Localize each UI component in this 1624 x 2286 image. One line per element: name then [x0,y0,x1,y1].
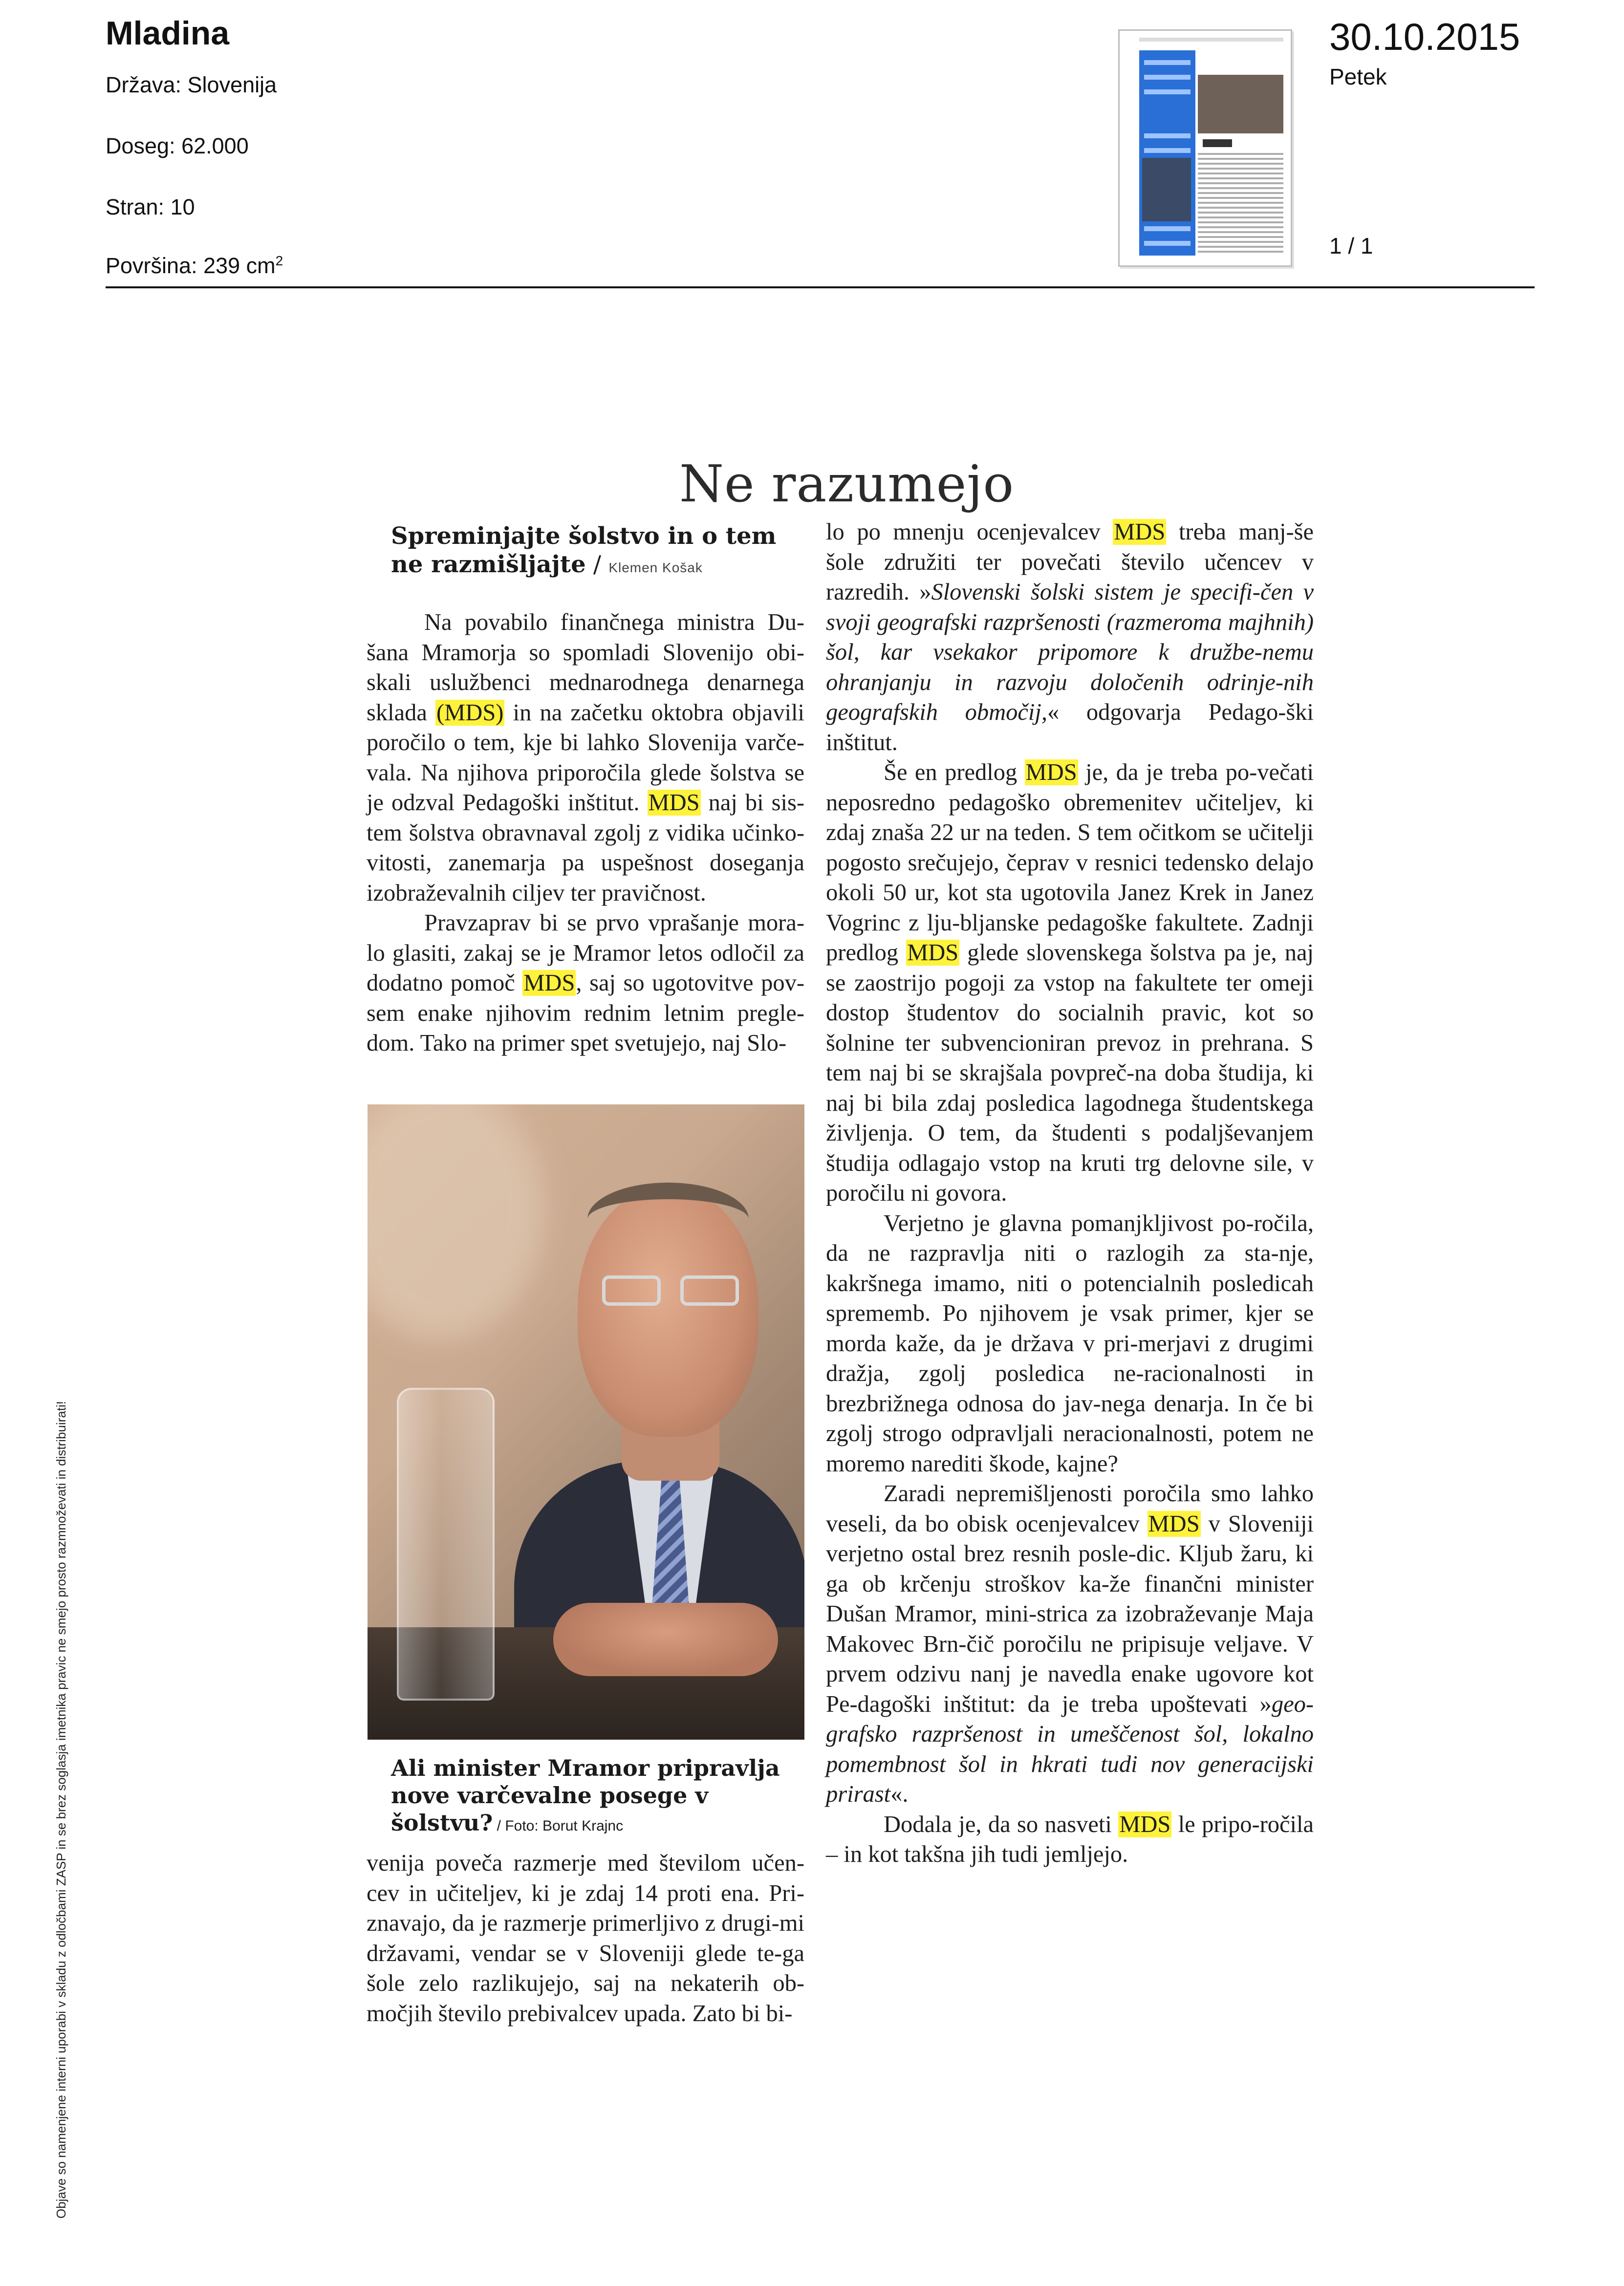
paragraph [826,1810,1314,1870]
article-column-right [826,517,1314,1870]
highlight-mds: MDS [1025,759,1077,785]
highlight-mds: MDS [1114,519,1166,545]
text-run: naj bi sis-tem šolstva obravnaval zgolj z vidika učinko-vitosti, zanemarja pa uspešnost doseganja izobraževalnih ciljev ter pravičnost. [367,790,805,906]
article-byline: Klemen Košak [608,560,703,575]
text-run: in na začetku oktobra objavili poročilo o tem, kje bi lahko Slovenija varče-vala. Na njihova priporočila glede šolstva se je odzval Pedagoški inštitut. [367,699,804,816]
paragraph [826,1479,1314,1810]
article-deck [391,522,797,582]
header-divider [106,286,1535,288]
page-count: 1 / 1 [1329,233,1373,259]
clipping-header [106,14,283,278]
paragraph [367,607,804,908]
text-run: v Sloveniji verjetno ostal brez resnih posle-dic. Kljub žaru, ki ga ob krčenju stroškov ka-že finančni minister Dušan Mramor, mini-strica za izobraževanje Maja Makovec Brn-čič poročilu ne pripisuje veljave. V prvem odzivu nanj je navedla enake ugovore kot Pe-dagoški inštitut: da je treba upoštevati » [826,1510,1314,1717]
text-run: « odgovarja Pedago-ški inštitut. [826,699,1314,755]
article-photo [368,1104,804,1740]
quote-text: Slovenski šolski sistem je specifi-čen v svoji geografski razpršenosti (razmeroma majhnih) šol, kar vsekakor pripomore k družbe-nemu ohranjanju in razvoju določenih odrinje-nih geografskih območij, [826,579,1314,725]
byline-separator: / [585,551,609,578]
highlight-mds: MDS [1119,1811,1171,1837]
article-column-left-bottom [367,1848,804,2028]
text-run: treba manj-še šole združiti ter povečati število učencev v razredih. » [826,519,1314,605]
text-run: lo po mnenju ocenjevalcev [826,519,1113,545]
paragraph [826,757,1314,1208]
text-run: «. [890,1781,909,1807]
text-run: glede slovenskega šolstva pa je, naj se zaostrijo pogoji za vstop na fakultete ter omeji dostop študentov do socialnih pravic, kot so šolnine ter subvencioniran prevoz in prehrana. S tem naj bi se skrajšala povpreč-na doba študija, ki naj bi bila zdaj posledica lagodnega študentskega življenja. O tem, da študenti s podaljševanjem študija odlagajo vstop na kruti trg delovne sile, v poročilu ni govora. [826,940,1314,1206]
text-run: Zaradi nepremišljenosti poročila smo lahko veseli, da bo obisk ocenjevalcev [826,1481,1314,1537]
copyright-disclaimer: Objave so namenjene interni uporabi v skladu z odločbami ZASP in se brez soglasja imetnika pravic ne smejo prosto razmnoževati in distribuirati! [54,1401,68,2219]
quote-text: geo-grafsko razpršenost in umeščenost šol, lokalno pomembnost šol in hkrati tudi nov generacijski prirast [826,1691,1314,1807]
country-line: Država: Slovenija [106,72,277,97]
paragraph [826,517,1314,757]
text-run: , saj so ugotovitve pov-sem enake njihovim rednim letnim pregle-dom. Tako na primer spet svetujejo, naj Slo- [367,970,804,1056]
area-line [106,253,283,279]
area-text: Površina: 239 cm [106,253,276,278]
caption-text: Ali minister Mramor pripravlja nove varčevalne posege v šolstvu? [391,1755,780,1836]
text-run: Dodala je, da so nasveti [884,1811,1119,1837]
page-line: Stran: 10 [106,194,195,219]
issue-weekday: Petek [1329,64,1387,89]
paragraph: venija poveča razmerje med številom učen-cev in učiteljev, ki je zdaj 14 proti ena. Pri-znavajo, da je razmerje primerljivo z drugi-mi državami, vendar se v Sloveniji glede te-ga šole zelo razlikujejo, saj na nekaterih ob-močjih število prebivalcev upada. Zato bi bi- [367,1850,804,2027]
paragraph: Verjetno je glavna pomanjkljivost po-ročila, da ne razpravlja niti o razlogih za sta-nje, kakršnega imamo, niti o potencialnih posledicah sprememb. Po njihovem je vsak primer, kjer se morda kaže, da je država v pri-merjavi z drugimi dražja, zgolj posledica ne-racionalnosti in brezbrižnega odnosa do jav-nega denarja. In če bi zgolj strogo odpravljali neracionalnosti, potem ne moremo narediti škode, kajne? [826,1210,1314,1477]
highlight-mds: MDS [1148,1510,1200,1537]
deck-text: Spreminjajte šolstvo in o tem ne razmišljajte [391,522,777,578]
highlight-mds: MDS [523,970,575,996]
article-column-left-top [367,607,804,1058]
photo-credit: / Foto: Borut Krajnc [493,1818,624,1834]
reach-line: Doseg: 62.000 [106,133,249,158]
text-run: Pravzaprav bi se prvo vprašanje mora-lo glasiti, zakaj se je Mramor letos odločil za dodatno pomoč [367,910,804,996]
text-run: Na povabilo finančnega ministra Du-šana Mramorja so spomladi Slovenijo obi-skali uslužbenci mednarodnega denarnega sklada [367,609,804,726]
highlight-mds: MDS [907,940,959,966]
page-thumbnail [1118,29,1292,267]
issue-date: 30.10.2015 [1329,15,1520,58]
paragraph [367,908,804,1058]
text-run: je, da je treba po-večati neposredno pedagoško obremenitev učiteljev, ki zdaj znaša 22 ur na teden. S tem očitkom se učitelji pogosto srečujejo, čeprav v resnici tedensko delajo okoli 50 ur, kot sta ugotovila Janez Krek in Janez Vogrinc z lju-bljanske pedagoške fakultete. Zadnji predlog [826,759,1314,966]
area-superscript: 2 [275,253,283,268]
article-headline: Ne razumejo [679,454,1015,514]
text-run: Še en predlog [884,759,1025,785]
photo-caption [391,1754,792,1840]
highlight-mds: (MDS) [436,699,504,726]
highlight-mds: MDS [648,790,700,816]
publication-name: Mladina [106,15,230,52]
text-run: le pripo-ročila – in kot takšna jih tudi jemljejo. [826,1811,1314,1867]
